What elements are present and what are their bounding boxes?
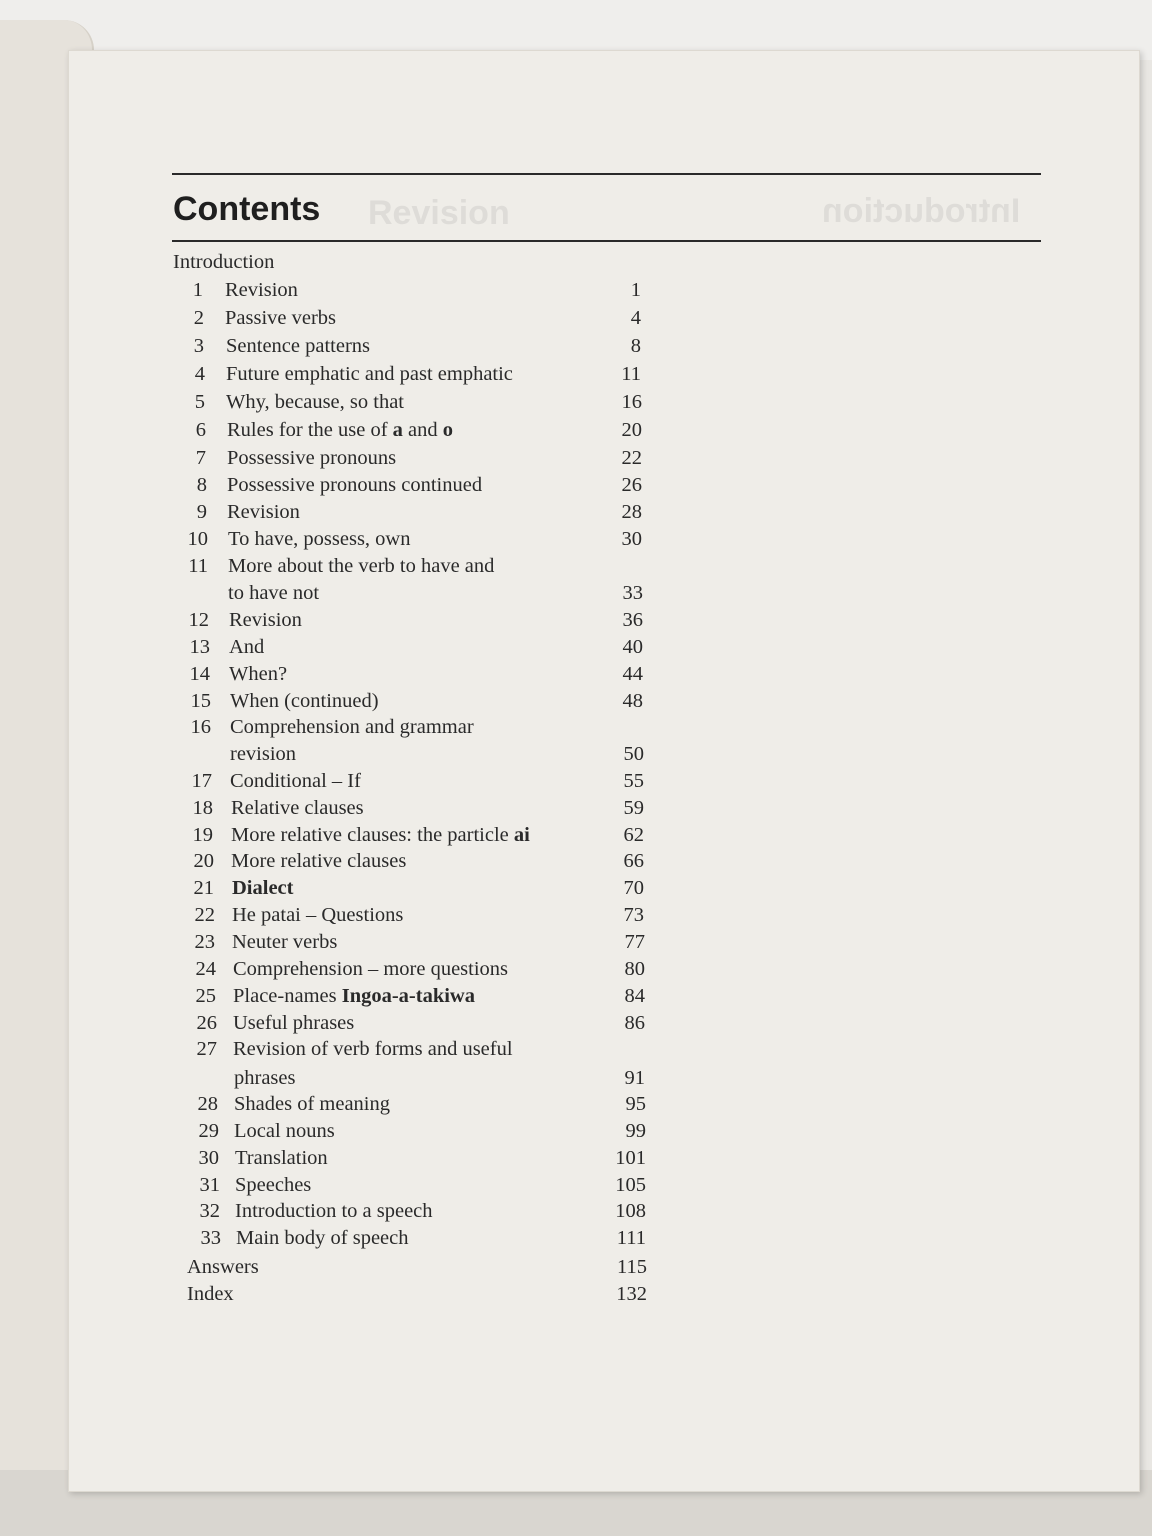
toc-entry-title (233, 956, 508, 982)
top-rule (172, 173, 1041, 175)
toc-entry-page: 40 (622, 636, 643, 658)
toc-answers (187, 1254, 647, 1280)
toc-entry-title-part: a (392, 419, 403, 441)
toc-entry-number: 26 (196, 1012, 217, 1034)
toc-entry-title (232, 902, 403, 928)
toc-entry (0, 768, 700, 794)
toc-entry-title (228, 580, 319, 606)
toc-entry-page: 16 (621, 391, 642, 413)
toc-entry (0, 983, 700, 1009)
toc-entry-title (233, 1036, 513, 1062)
toc-entry-number: 31 (199, 1174, 220, 1196)
toc-entry-number: 10 (187, 528, 208, 550)
toc-entry-number: 21 (193, 877, 214, 899)
toc-entry (0, 580, 700, 606)
toc-entry-title-part: Speeches (235, 1174, 312, 1196)
toc-entry-page: 20 (621, 419, 642, 441)
toc-entry-number: 19 (192, 824, 213, 846)
toc-entry-title (234, 1118, 335, 1144)
bleed-through-text-mirrored: Introduction (822, 192, 1021, 230)
toc-entry-number: 9 (196, 501, 207, 523)
toc-entry-title-part: Neuter verbs (232, 931, 338, 953)
toc-entry (0, 956, 700, 982)
toc-entry-title-part: Possessive pronouns continued (227, 474, 483, 496)
toc-entry (0, 499, 700, 525)
toc-entry-page: 86 (624, 1012, 645, 1034)
toc-entry (0, 822, 700, 848)
toc-entry-title (235, 1198, 433, 1224)
toc-entry-number: 12 (188, 609, 209, 631)
toc-entry (0, 1172, 700, 1198)
toc-entry (0, 902, 700, 928)
toc-entry-page: 66 (623, 850, 644, 872)
toc-entry-title (230, 741, 296, 767)
toc-entry-title-part: Revision (229, 609, 302, 631)
toc-entry-number: 17 (191, 770, 212, 792)
toc-entry (0, 472, 700, 498)
toc-index-label: Index (187, 1283, 234, 1305)
toc-entry-title-part: Introduction to a speech (235, 1200, 433, 1222)
toc-entry-number: 1 (192, 279, 203, 301)
toc-entry-number: 14 (189, 663, 210, 685)
toc-entry-title-part: Place-names (233, 985, 342, 1007)
toc-entry-title-part: More relative clauses: the particle (231, 824, 514, 846)
toc-entry-title (231, 848, 406, 874)
toc-entry (0, 741, 700, 767)
toc-entry-page: 99 (625, 1120, 646, 1142)
toc-entry-page: 70 (623, 877, 644, 899)
toc-entry-title (228, 526, 410, 552)
toc-index-page: 132 (616, 1283, 647, 1305)
toc-entry (0, 1145, 700, 1171)
toc-entry-title-part: Why, because, so that (226, 391, 404, 413)
toc-entry-page: 30 (621, 528, 642, 550)
toc-entry-title (235, 1172, 311, 1198)
toc-entry-number: 23 (194, 931, 215, 953)
toc-entry (0, 688, 700, 714)
toc-entry-page: 80 (624, 958, 645, 980)
toc-entry-page: 26 (621, 474, 642, 496)
toc-entry-title-part: Sentence patterns (226, 335, 371, 357)
toc-entry-title (226, 361, 513, 387)
toc-entry (0, 526, 700, 552)
toc-entry-title-part: revision (230, 743, 297, 765)
toc-entry (0, 1036, 700, 1062)
toc-entry-number: 11 (188, 555, 208, 577)
toc-index (187, 1281, 647, 1307)
toc-entry (0, 875, 700, 901)
toc-entry-number: 16 (190, 716, 211, 738)
toc-entry-page: 111 (616, 1227, 646, 1249)
toc-entry (0, 1065, 700, 1091)
toc-entry-title-part: to have not (228, 582, 320, 604)
toc-entry-title (233, 1010, 354, 1036)
toc-entry-number: 27 (196, 1038, 217, 1060)
toc-entry-title (229, 634, 264, 660)
toc-introduction-label: Introduction (173, 251, 275, 273)
toc-entry-page: 11 (621, 363, 641, 385)
toc-entry-number: 24 (195, 958, 216, 980)
toc-entry-title-part: He patai (232, 904, 301, 926)
toc-entry-title-part: phrases (234, 1067, 296, 1089)
toc-entry-number: 28 (197, 1093, 218, 1115)
toc-entry-title (230, 714, 474, 740)
toc-entry-title-part: Conditional – If (230, 770, 361, 792)
toc-entry-title-part: Possessive pronouns (227, 447, 397, 469)
toc-entry-title (234, 1065, 295, 1091)
toc-entry-page: 28 (621, 501, 642, 523)
toc-entry-page: 73 (623, 904, 644, 926)
toc-entry-page: 62 (623, 824, 644, 846)
toc-entry-number: 20 (193, 850, 214, 872)
toc-entry-page: 1 (630, 279, 641, 301)
toc-entry-title-part: Comprehension – more questions (233, 958, 509, 980)
toc-entry-title-part: More about the verb to have and (228, 555, 495, 577)
toc-entry-page: 105 (615, 1174, 646, 1196)
toc-entry-page: 77 (624, 931, 645, 953)
toc-entry-title (230, 768, 361, 794)
toc-entry-title (234, 1091, 390, 1117)
toc-entry-title-part: Dialect (232, 877, 294, 899)
toc-entry-title (225, 277, 298, 303)
toc-entry-title-part: Shades of meaning (234, 1093, 390, 1115)
toc-entry-title (227, 417, 453, 443)
toc-entry-number: 18 (192, 797, 213, 819)
toc-entry (0, 607, 700, 633)
toc-entry-page: 95 (625, 1093, 646, 1115)
toc-entry-title (227, 445, 396, 471)
toc-entry-page: 55 (623, 770, 644, 792)
toc-entry-number: 15 (190, 690, 211, 712)
toc-entry-title (235, 1145, 328, 1171)
title-rule (172, 240, 1041, 242)
toc-entry-title-part: Revision (225, 279, 298, 301)
toc-entry-number: 30 (198, 1147, 219, 1169)
toc-entry-page: 101 (615, 1147, 646, 1169)
toc-entry (0, 1225, 700, 1251)
toc-entry-title (232, 929, 337, 955)
toc-entry (0, 1091, 700, 1117)
toc-entry (0, 445, 700, 471)
toc-entry-title-part: Ingoa-a-takiwa (341, 985, 475, 1007)
toc-entry-title (225, 305, 336, 331)
toc-entry-page: 44 (622, 663, 643, 685)
bleed-through-text: Revision (368, 194, 510, 232)
toc-entry (0, 634, 700, 660)
toc-entry-number: 22 (194, 904, 215, 926)
toc-entry (0, 661, 700, 687)
toc-entry (0, 333, 700, 359)
toc-entry-title (232, 875, 293, 901)
toc-entry (0, 795, 700, 821)
toc-entry-title-part: Comprehension and grammar (230, 716, 474, 738)
toc-answers-label: Answers (187, 1256, 259, 1278)
toc-entry-title-part: And (229, 636, 265, 658)
toc-entry-number: 25 (195, 985, 216, 1007)
toc-entry-number: 29 (198, 1120, 219, 1142)
toc-entry-title-part: When (continued) (230, 690, 379, 712)
toc-entry-title (226, 333, 370, 359)
toc-entry-page: 48 (622, 690, 643, 712)
toc-entry-title (233, 983, 475, 1009)
toc-entry (0, 929, 700, 955)
toc-entry-title-part: More relative clauses (231, 850, 407, 872)
toc-entry-title (231, 822, 530, 848)
toc-entry-title-part: Rules for the use of (227, 419, 393, 441)
toc-entry-page: 108 (615, 1200, 646, 1222)
toc-entry-title (227, 499, 300, 525)
toc-entry (0, 305, 700, 331)
toc-entry-number: 8 (196, 474, 207, 496)
toc-entry-title-part: Translation (235, 1147, 328, 1169)
toc-entry-title-part: To have, possess, own (228, 528, 411, 550)
toc-entry (0, 714, 700, 740)
toc-entry-page: 50 (623, 743, 644, 765)
toc-entry-title-part: o (442, 419, 454, 441)
toc-entry-page: 22 (621, 447, 642, 469)
toc-entry-number: 33 (200, 1227, 221, 1249)
toc-entry-number: 32 (199, 1200, 220, 1222)
toc-entry-title (230, 688, 379, 714)
toc-entry (0, 389, 700, 415)
toc-entry-number: 13 (189, 636, 210, 658)
toc-entry (0, 553, 700, 579)
toc-entry-title (226, 389, 404, 415)
toc-entry-number: 7 (195, 447, 206, 469)
toc-entry-page: 59 (623, 797, 644, 819)
toc-entry-title (236, 1225, 409, 1251)
toc-entry (0, 277, 700, 303)
toc-entry (0, 1118, 700, 1144)
toc-entry-title-part: Useful phrases (233, 1012, 355, 1034)
page-title: Contents (173, 190, 321, 228)
toc-entry-title-part: – Questions (300, 904, 404, 926)
toc-entry-number: 3 (193, 335, 204, 357)
toc-entry-title (227, 472, 482, 498)
toc-entry-title-part: Relative clauses (231, 797, 364, 819)
toc-entry-title-part: When? (229, 663, 288, 685)
toc-entry-number: 4 (194, 363, 205, 385)
toc-entry (0, 848, 700, 874)
toc-entry (0, 1010, 700, 1036)
toc-entry-title (231, 795, 364, 821)
toc-entry-title (229, 607, 302, 633)
toc-entry-page: 84 (624, 985, 645, 1007)
toc-entry-title-part: Local nouns (234, 1120, 335, 1142)
toc-answers-page: 115 (617, 1256, 647, 1278)
toc-entry-title (229, 661, 287, 687)
toc-entry-page: 36 (622, 609, 643, 631)
toc-entry-number: 5 (194, 391, 205, 413)
toc-entry-page: 91 (624, 1067, 645, 1089)
toc-entry-number: 2 (193, 307, 204, 329)
toc-entry-number: 6 (195, 419, 206, 441)
toc-entry-title-part: Passive verbs (225, 307, 337, 329)
toc-entry-title-part: Revision of verb forms and useful (233, 1038, 513, 1060)
toc-entry-title-part: Future emphatic and past emphatic (226, 363, 513, 385)
toc-entry-title-part: and (402, 419, 443, 441)
toc-entry-title-part: Revision (227, 501, 300, 523)
toc-entry-page: 4 (630, 307, 641, 329)
toc-entry-title-part: ai (513, 824, 530, 846)
toc-entry-title (228, 553, 494, 579)
toc-entry-title-part: Main body of speech (236, 1227, 409, 1249)
toc-entry (0, 361, 700, 387)
toc-entry (0, 1198, 700, 1224)
toc-entry (0, 417, 700, 443)
toc-entry-page: 8 (630, 335, 641, 357)
toc-entry-page: 33 (622, 582, 643, 604)
